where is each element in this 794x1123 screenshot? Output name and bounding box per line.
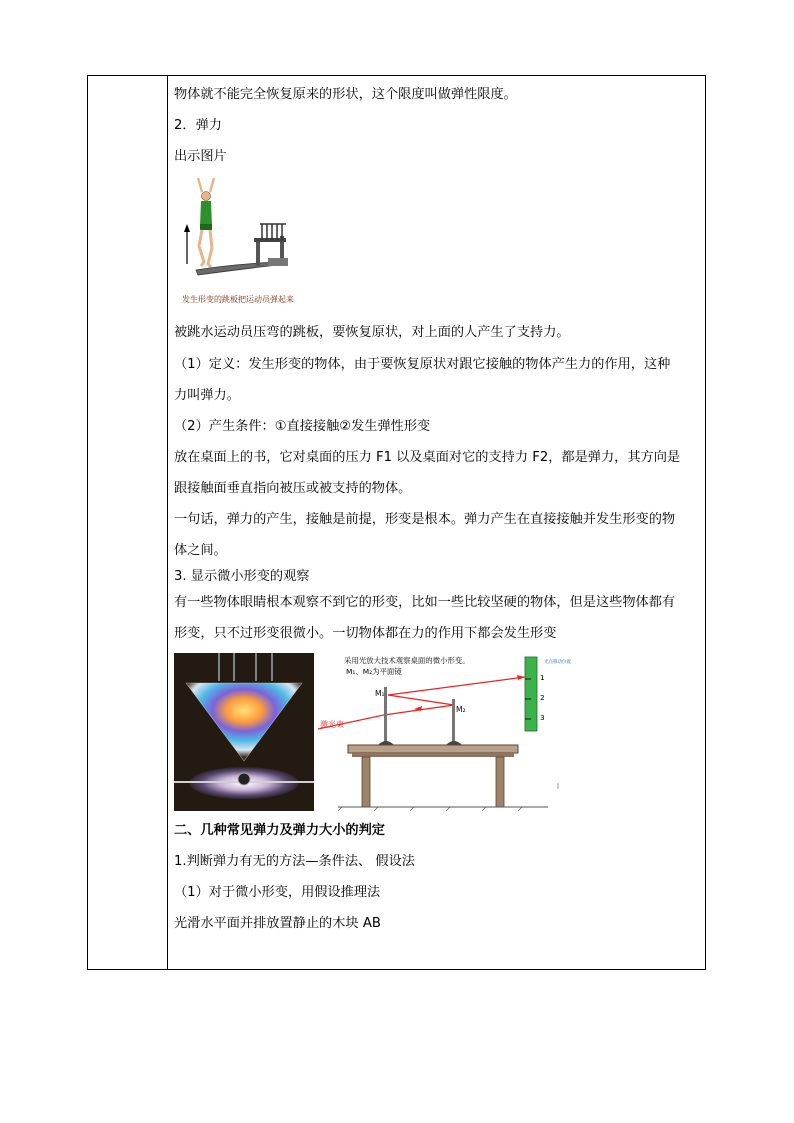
text-line: 放在桌面上的书，它对桌面的压力 F1 以及桌面对它的支持力 F2，都是弹力，其方向是 — [174, 450, 681, 465]
figure-caption: 发生形变的跳板把运动员弹起来 — [182, 295, 294, 304]
definition-line: （1）定义：发生形变的物体，由于要恢复原状对跟它接触的物体产生力的作用，这种 — [174, 357, 671, 372]
photoelastic-illustration — [174, 653, 314, 811]
section-heading-common-forces: 二、几种常见弹力及弹力大小的判定 — [174, 823, 385, 838]
column-divider — [167, 76, 168, 969]
laser-beam-label: 激光束 — [320, 720, 344, 729]
photoelastic-figure — [174, 653, 314, 811]
scale-tick-2: 2 — [540, 693, 545, 702]
scale-tick-3: 3 — [540, 713, 545, 722]
text-line: 1.判断弹力有无的方法—条件法、 假设法 — [174, 854, 415, 869]
scale-tick-1: 1 — [540, 673, 545, 682]
text-line: 一句话，弹力的产生，接触是前提，形变是根本。弹力产生在直接接触并发生形变的物 — [174, 512, 676, 527]
mirror-m1-label: M₁ — [375, 689, 385, 698]
section-heading-micro-deformation: 3. 显示微小形变的观察 — [174, 569, 310, 584]
light-amplification-figure — [318, 653, 574, 811]
diver-springboard-illustration — [174, 174, 324, 309]
text-line: 形变，只不过形变很微小。一切物体都在力的作用下都会发生形变 — [174, 626, 557, 641]
figure-subtitle: M₁、M₂为平面镜 — [346, 667, 402, 676]
mirror-m2-label: M₂ — [456, 705, 466, 714]
text-line: 力叫弹力。 — [174, 388, 240, 403]
text-line: 有一些物体眼睛根本观察不到它的形变，比如一些比较坚硬的物体，但是这些物体都有 — [174, 595, 676, 610]
content-table — [87, 75, 706, 970]
diver-springboard-figure — [174, 174, 324, 309]
condition-line: （2）产生条件：①直接接触②发生弹性形变 — [174, 419, 431, 434]
text-line: 体之间。 — [174, 543, 227, 558]
text-line: 被跳水运动员压弯的跳板，要恢复原状，对上面的人产生了支持力。 — [174, 325, 570, 340]
text-line: 物体就不能完全恢复原来的形状，这个限度叫做弹性限度。 — [174, 87, 517, 102]
text-line: 跟接触面垂直指向被压或被支持的物体。 — [174, 481, 412, 496]
section-heading-elasticity: 2．弹力 — [174, 118, 222, 133]
figure-title: 采用光放大技术观察桌面的微小形变。 — [344, 656, 470, 665]
text-line: 出示图片 — [174, 149, 227, 164]
text-line: 光滑水平面并排放置静止的木块 AB — [174, 916, 381, 931]
text-line: （1）对于微小形变，用假设推理法 — [174, 885, 381, 900]
scale-position-label: 光点移动位置 — [544, 660, 571, 665]
